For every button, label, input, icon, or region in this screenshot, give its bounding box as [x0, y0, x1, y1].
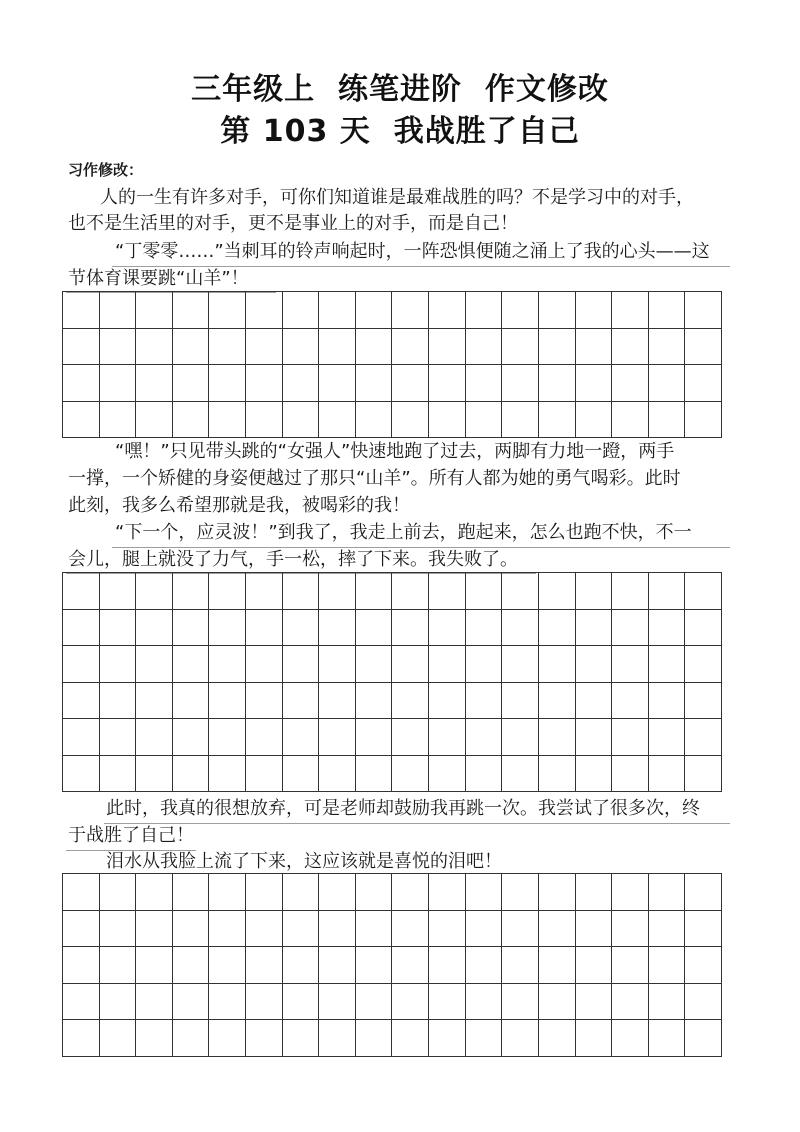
grid-cell[interactable]: [612, 984, 649, 1021]
grid-cell[interactable]: [685, 683, 722, 720]
grid-cell[interactable]: [209, 1020, 246, 1057]
grid-cell[interactable]: [502, 365, 539, 402]
grid-cell[interactable]: [100, 756, 137, 793]
grid-cell[interactable]: [392, 402, 429, 439]
grid-cell[interactable]: [173, 911, 210, 948]
paragraph-3-line-1: “嘿！”只见带头跳的“女强人”快速地跑了过去，两脚有力地一蹬，两手: [115, 441, 675, 462]
grid-cell[interactable]: [539, 984, 576, 1021]
grid-cell[interactable]: [173, 756, 210, 793]
grid-cell[interactable]: [173, 402, 210, 439]
grid-cell[interactable]: [246, 984, 283, 1021]
grid-cell[interactable]: [539, 365, 576, 402]
grid-cell[interactable]: [392, 756, 429, 793]
grid-cell[interactable]: [319, 719, 356, 756]
grid-cell[interactable]: [576, 329, 613, 366]
grid-cell[interactable]: [319, 646, 356, 683]
grid-cell[interactable]: [209, 947, 246, 984]
grid-cell[interactable]: [173, 365, 210, 402]
grid-cell[interactable]: [283, 365, 320, 402]
grid-cell[interactable]: [136, 1020, 173, 1057]
grid-cell[interactable]: [612, 719, 649, 756]
grid-cell[interactable]: [100, 683, 137, 720]
grid-cell[interactable]: [612, 911, 649, 948]
grid-cell[interactable]: [283, 573, 320, 610]
grid-cell[interactable]: [319, 402, 356, 439]
grid-cell[interactable]: [173, 947, 210, 984]
grid-cell[interactable]: [685, 402, 722, 439]
grid-cell[interactable]: [392, 683, 429, 720]
grid-cell[interactable]: [429, 402, 466, 439]
grid-cell[interactable]: [356, 1020, 393, 1057]
grid-cell[interactable]: [392, 984, 429, 1021]
grid-cell[interactable]: [100, 719, 137, 756]
grid-cell[interactable]: [246, 911, 283, 948]
grid-cell[interactable]: [576, 573, 613, 610]
grid-cell[interactable]: [685, 365, 722, 402]
grid-cell[interactable]: [685, 1020, 722, 1057]
grid-cell[interactable]: [466, 911, 503, 948]
grid-cell[interactable]: [209, 911, 246, 948]
grid-cell[interactable]: [539, 292, 576, 329]
grid-cell[interactable]: [649, 329, 686, 366]
grid-cell[interactable]: [100, 947, 137, 984]
grid-cell[interactable]: [649, 756, 686, 793]
grid-cell[interactable]: [283, 292, 320, 329]
grid-cell[interactable]: [576, 911, 613, 948]
grid-cell[interactable]: [576, 756, 613, 793]
grid-cell[interactable]: [283, 874, 320, 911]
grid-cell[interactable]: [685, 573, 722, 610]
grid-cell[interactable]: [209, 402, 246, 439]
grid-cell[interactable]: [392, 365, 429, 402]
grid-cell[interactable]: [63, 756, 100, 793]
grid-cell[interactable]: [356, 329, 393, 366]
grid-cell[interactable]: [246, 610, 283, 647]
grid-cell[interactable]: [502, 874, 539, 911]
grid-cell[interactable]: [356, 874, 393, 911]
grid-cell[interactable]: [685, 756, 722, 793]
grid-cell[interactable]: [356, 719, 393, 756]
grid-cell[interactable]: [246, 646, 283, 683]
grid-cell[interactable]: [466, 573, 503, 610]
grid-cell[interactable]: [649, 947, 686, 984]
grid-cell[interactable]: [246, 402, 283, 439]
grid-cell[interactable]: [173, 874, 210, 911]
grid-cell[interactable]: [100, 984, 137, 1021]
grid-cell[interactable]: [392, 610, 429, 647]
grid-cell[interactable]: [612, 402, 649, 439]
writing-grid-2[interactable]: [62, 572, 722, 792]
grid-cell[interactable]: [466, 1020, 503, 1057]
grid-cell[interactable]: [576, 646, 613, 683]
underline: [104, 823, 730, 824]
grid-cell[interactable]: [136, 292, 173, 329]
grid-cell[interactable]: [283, 947, 320, 984]
grid-cell[interactable]: [649, 573, 686, 610]
grid-cell[interactable]: [136, 365, 173, 402]
grid-cell[interactable]: [246, 573, 283, 610]
grid-cell[interactable]: [319, 947, 356, 984]
paragraph-2-line-1: “丁零零……”当刺耳的铃声响起时，一阵恐惧便随之涌上了我的心头——这: [115, 241, 710, 262]
grid-cell[interactable]: [100, 610, 137, 647]
grid-cell[interactable]: [319, 365, 356, 402]
grid-cell[interactable]: [539, 329, 576, 366]
grid-cell[interactable]: [539, 1020, 576, 1057]
grid-cell[interactable]: [502, 610, 539, 647]
grid-cell[interactable]: [356, 756, 393, 793]
grid-cell[interactable]: [392, 329, 429, 366]
grid-cell[interactable]: [63, 984, 100, 1021]
grid-cell[interactable]: [649, 610, 686, 647]
grid-cell[interactable]: [392, 947, 429, 984]
grid-cell[interactable]: [539, 573, 576, 610]
grid-cell[interactable]: [576, 947, 613, 984]
grid-cell[interactable]: [392, 911, 429, 948]
paragraph-1-line-2: 也不是生活里的对手，更不是事业上的对手，而是自己！: [68, 213, 518, 234]
grid-cell[interactable]: [319, 683, 356, 720]
grid-cell[interactable]: [576, 402, 613, 439]
grid-cell[interactable]: [173, 329, 210, 366]
grid-cell[interactable]: [649, 874, 686, 911]
grid-cell[interactable]: [502, 984, 539, 1021]
grid-cell[interactable]: [283, 683, 320, 720]
grid-cell[interactable]: [539, 874, 576, 911]
grid-cell[interactable]: [576, 1020, 613, 1057]
writing-grid-3[interactable]: [62, 873, 722, 1057]
grid-cell[interactable]: [612, 292, 649, 329]
grid-cell[interactable]: [356, 984, 393, 1021]
grid-cell[interactable]: [539, 646, 576, 683]
grid-cell[interactable]: [63, 329, 100, 366]
grid-cell[interactable]: [466, 947, 503, 984]
grid-cell[interactable]: [539, 683, 576, 720]
grid-cell[interactable]: [429, 646, 466, 683]
section-label: 习作修改：: [68, 161, 144, 179]
grid-cell[interactable]: [246, 947, 283, 984]
grid-cell[interactable]: [100, 573, 137, 610]
grid-cell[interactable]: [136, 756, 173, 793]
grid-cell[interactable]: [356, 610, 393, 647]
grid-cell[interactable]: [173, 610, 210, 647]
paragraph-4-line-2: 会儿，腿上就没了力气，手一松，摔了下来。我失败了。: [68, 549, 518, 570]
grid-cell[interactable]: [63, 365, 100, 402]
grid-cell[interactable]: [319, 610, 356, 647]
grid-cell[interactable]: [539, 911, 576, 948]
grid-cell[interactable]: [429, 292, 466, 329]
grid-cell[interactable]: [392, 292, 429, 329]
grid-cell[interactable]: [649, 984, 686, 1021]
grid-cell[interactable]: [502, 683, 539, 720]
grid-cell[interactable]: [173, 719, 210, 756]
grid-cell[interactable]: [612, 573, 649, 610]
grid-cell[interactable]: [356, 683, 393, 720]
grid-cell[interactable]: [612, 756, 649, 793]
grid-cell[interactable]: [246, 719, 283, 756]
grid-cell[interactable]: [502, 292, 539, 329]
grid-cell[interactable]: [576, 719, 613, 756]
grid-cell[interactable]: [63, 646, 100, 683]
grid-cell[interactable]: [209, 984, 246, 1021]
paragraph-6-line-1: 泪水从我脸上流了下来，这应该就是喜悦的泪吧！: [106, 851, 502, 872]
grid-cell[interactable]: [246, 756, 283, 793]
grid-cell[interactable]: [209, 756, 246, 793]
grid-cell[interactable]: [173, 646, 210, 683]
paragraph-4-line-1: “下一个，应灵波！”到我了，我走上前去，跑起来，怎么也跑不快，不一: [115, 522, 692, 543]
grid-cell[interactable]: [356, 402, 393, 439]
grid-cell[interactable]: [649, 292, 686, 329]
grid-cell[interactable]: [246, 874, 283, 911]
grid-cell[interactable]: [502, 911, 539, 948]
grid-cell[interactable]: [246, 683, 283, 720]
grid-cell[interactable]: [173, 573, 210, 610]
grid-cell[interactable]: [429, 1020, 466, 1057]
grid-cell[interactable]: [283, 646, 320, 683]
paragraph-5-line-1: 此时，我真的很想放弃，可是老师却鼓励我再跳一次。我尝试了很多次，终: [106, 798, 700, 819]
grid-cell[interactable]: [649, 1020, 686, 1057]
grid-cell[interactable]: [685, 911, 722, 948]
grid-cell[interactable]: [246, 1020, 283, 1057]
grid-cell[interactable]: [392, 719, 429, 756]
grid-cell[interactable]: [136, 984, 173, 1021]
grid-cell[interactable]: [429, 683, 466, 720]
grid-cell[interactable]: [429, 365, 466, 402]
grid-cell[interactable]: [685, 329, 722, 366]
grid-cell[interactable]: [136, 947, 173, 984]
grid-cell[interactable]: [100, 329, 137, 366]
paragraph-2-line-2: 节体育课要跳“山羊”！: [68, 268, 249, 289]
grid-cell[interactable]: [429, 719, 466, 756]
grid-cell[interactable]: [173, 683, 210, 720]
grid-cell[interactable]: [283, 911, 320, 948]
grid-cell[interactable]: [209, 573, 246, 610]
grid-cell[interactable]: [466, 756, 503, 793]
grid-cell[interactable]: [283, 719, 320, 756]
grid-cell[interactable]: [283, 329, 320, 366]
grid-cell[interactable]: [429, 610, 466, 647]
grid-cell[interactable]: [685, 984, 722, 1021]
grid-cell[interactable]: [685, 292, 722, 329]
grid-cell[interactable]: [246, 292, 283, 329]
grid-cell[interactable]: [209, 610, 246, 647]
grid-cell[interactable]: [356, 573, 393, 610]
grid-cell[interactable]: [63, 610, 100, 647]
grid-cell[interactable]: [502, 402, 539, 439]
grid-cell[interactable]: [612, 947, 649, 984]
grid-cell[interactable]: [100, 874, 137, 911]
grid-cell[interactable]: [100, 1020, 137, 1057]
grid-cell[interactable]: [576, 874, 613, 911]
grid-cell[interactable]: [209, 683, 246, 720]
grid-cell[interactable]: [100, 292, 137, 329]
grid-cell[interactable]: [136, 646, 173, 683]
grid-cell[interactable]: [283, 984, 320, 1021]
grid-cell[interactable]: [136, 874, 173, 911]
grid-cell[interactable]: [209, 365, 246, 402]
grid-cell[interactable]: [539, 756, 576, 793]
grid-cell[interactable]: [136, 610, 173, 647]
grid-cell[interactable]: [429, 573, 466, 610]
grid-cell[interactable]: [649, 683, 686, 720]
grid-cell[interactable]: [173, 292, 210, 329]
grid-cell[interactable]: [649, 365, 686, 402]
grid-cell[interactable]: [649, 719, 686, 756]
paragraph-3-line-3: 此刻，我多么希望那就是我，被喝彩的我！: [68, 495, 410, 516]
grid-cell[interactable]: [209, 719, 246, 756]
grid-cell[interactable]: [502, 573, 539, 610]
grid-cell[interactable]: [466, 683, 503, 720]
grid-cell[interactable]: [612, 683, 649, 720]
grid-cell[interactable]: [63, 719, 100, 756]
grid-cell[interactable]: [246, 329, 283, 366]
grid-cell[interactable]: [466, 329, 503, 366]
grid-cell[interactable]: [209, 292, 246, 329]
grid-cell[interactable]: [466, 719, 503, 756]
grid-cell[interactable]: [319, 756, 356, 793]
grid-cell[interactable]: [136, 329, 173, 366]
grid-cell[interactable]: [319, 1020, 356, 1057]
writing-grid-1[interactable]: [62, 291, 722, 438]
grid-cell[interactable]: [612, 646, 649, 683]
grid-cell[interactable]: [685, 947, 722, 984]
grid-cell[interactable]: [576, 984, 613, 1021]
grid-cell[interactable]: [466, 610, 503, 647]
grid-cell[interactable]: [466, 984, 503, 1021]
grid-cell[interactable]: [466, 292, 503, 329]
grid-cell[interactable]: [283, 402, 320, 439]
grid-cell[interactable]: [319, 984, 356, 1021]
grid-cell[interactable]: [612, 874, 649, 911]
grid-cell[interactable]: [649, 646, 686, 683]
grid-cell[interactable]: [539, 610, 576, 647]
paragraph-5-line-2: 于战胜了自己！: [68, 825, 194, 846]
grid-cell[interactable]: [319, 911, 356, 948]
grid-cell[interactable]: [502, 947, 539, 984]
grid-cell[interactable]: [576, 610, 613, 647]
grid-cell[interactable]: [136, 573, 173, 610]
grid-cell[interactable]: [466, 402, 503, 439]
grid-cell[interactable]: [356, 292, 393, 329]
grid-cell[interactable]: [63, 402, 100, 439]
paragraph-3-line-2: 一撑，一个矫健的身姿便越过了那只“山羊”。所有人都为她的勇气喝彩。此时: [68, 468, 681, 489]
grid-cell[interactable]: [612, 1020, 649, 1057]
grid-cell[interactable]: [283, 756, 320, 793]
grid-cell[interactable]: [539, 719, 576, 756]
grid-cell[interactable]: [539, 947, 576, 984]
grid-cell[interactable]: [356, 365, 393, 402]
grid-cell[interactable]: [392, 573, 429, 610]
grid-cell[interactable]: [173, 1020, 210, 1057]
grid-cell[interactable]: [685, 874, 722, 911]
grid-cell[interactable]: [576, 365, 613, 402]
grid-cell[interactable]: [209, 329, 246, 366]
grid-cell[interactable]: [612, 365, 649, 402]
grid-cell[interactable]: [63, 911, 100, 948]
grid-cell[interactable]: [466, 646, 503, 683]
grid-cell[interactable]: [502, 646, 539, 683]
grid-cell[interactable]: [392, 874, 429, 911]
grid-cell[interactable]: [612, 610, 649, 647]
grid-cell[interactable]: [429, 874, 466, 911]
grid-cell[interactable]: [649, 402, 686, 439]
grid-cell[interactable]: [356, 947, 393, 984]
grid-cell[interactable]: [466, 365, 503, 402]
grid-cell[interactable]: [209, 646, 246, 683]
grid-cell[interactable]: [283, 1020, 320, 1057]
grid-cell[interactable]: [319, 292, 356, 329]
page-title-line2: 第 103 天 我战胜了自己: [220, 114, 580, 149]
grid-cell[interactable]: [685, 610, 722, 647]
grid-cell[interactable]: [63, 1020, 100, 1057]
grid-cell[interactable]: [100, 402, 137, 439]
page-title-line1: 三年级上 练笔进阶 作文修改: [191, 72, 609, 107]
grid-cell[interactable]: [63, 947, 100, 984]
grid-cell[interactable]: [502, 719, 539, 756]
grid-cell[interactable]: [429, 947, 466, 984]
grid-cell[interactable]: [100, 646, 137, 683]
grid-cell[interactable]: [429, 329, 466, 366]
grid-cell[interactable]: [356, 646, 393, 683]
grid-cell[interactable]: [612, 329, 649, 366]
grid-cell[interactable]: [136, 719, 173, 756]
grid-cell[interactable]: [136, 402, 173, 439]
grid-cell[interactable]: [392, 646, 429, 683]
grid-cell[interactable]: [209, 874, 246, 911]
paragraph-1-line-1: 人的一生有许多对手，可你们知道谁是最难战胜的吗？不是学习中的对手，: [100, 187, 694, 208]
grid-cell[interactable]: [63, 573, 100, 610]
grid-cell[interactable]: [319, 573, 356, 610]
grid-cell[interactable]: [502, 756, 539, 793]
grid-cell[interactable]: [136, 911, 173, 948]
grid-cell[interactable]: [429, 756, 466, 793]
grid-cell[interactable]: [283, 610, 320, 647]
grid-cell[interactable]: [576, 683, 613, 720]
grid-cell[interactable]: [429, 911, 466, 948]
grid-cell[interactable]: [173, 984, 210, 1021]
grid-cell[interactable]: [63, 683, 100, 720]
grid-cell[interactable]: [246, 365, 283, 402]
grid-cell[interactable]: [63, 874, 100, 911]
grid-cell[interactable]: [136, 683, 173, 720]
grid-cell[interactable]: [319, 329, 356, 366]
grid-cell[interactable]: [539, 402, 576, 439]
grid-cell[interactable]: [356, 911, 393, 948]
grid-cell[interactable]: [63, 292, 100, 329]
grid-cell[interactable]: [100, 365, 137, 402]
grid-cell[interactable]: [392, 1020, 429, 1057]
grid-cell[interactable]: [100, 911, 137, 948]
grid-cell[interactable]: [576, 292, 613, 329]
grid-cell[interactable]: [649, 911, 686, 948]
grid-cell[interactable]: [502, 329, 539, 366]
grid-cell[interactable]: [502, 1020, 539, 1057]
grid-cell[interactable]: [466, 874, 503, 911]
grid-cell[interactable]: [319, 874, 356, 911]
grid-cell[interactable]: [685, 646, 722, 683]
grid-cell[interactable]: [429, 984, 466, 1021]
grid-cell[interactable]: [685, 719, 722, 756]
